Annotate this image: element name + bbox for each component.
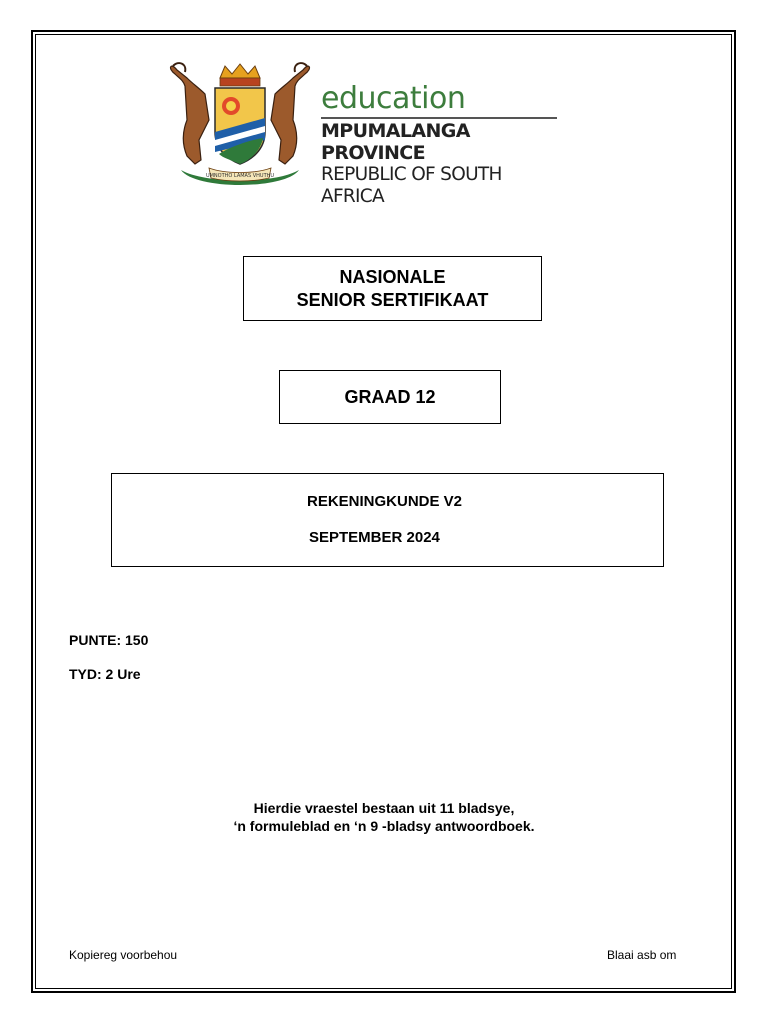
subject-box [111, 473, 664, 567]
certificate-box [243, 256, 542, 321]
education-logo [165, 60, 565, 207]
certificate-line-2: SENIOR SERTIFIKAAT [296, 290, 489, 310]
exam-time: TYD: 2 Ure [69, 666, 141, 682]
logo-text [321, 83, 565, 208]
turn-over-notice: Blaai asb om [607, 948, 677, 962]
grade-label: GRAAD 12 [344, 387, 436, 407]
logo-divider [321, 117, 557, 119]
logo-education-word: education [321, 81, 466, 116]
logo-province: MPUMALANGA PROVINCE [321, 120, 470, 164]
exam-marks: PUNTE: 150 [69, 632, 149, 648]
exam-date: SEPTEMBER 2024 [309, 529, 440, 546]
coat-of-arms-icon [165, 60, 315, 192]
certificate-line-1: NASIONALE [339, 267, 446, 287]
logo-country: REPUBLIC OF SOUTH AFRICA [321, 164, 502, 207]
subject-name: REKENINGKUNDE V2 [307, 493, 463, 510]
page-count-note-line-2: ‘n formuleblad en ‘n 9 -bladsy antwoordboek. [233, 818, 535, 834]
grade-box [279, 370, 501, 424]
copyright-notice: Kopiereg voorbehou [69, 948, 178, 962]
crest-motto: UMNOTHO LAMAS VHUTHU [205, 173, 275, 179]
page-count-note-line-1: Hierdie vraestel bestaan uit 11 bladsye, [253, 800, 515, 816]
